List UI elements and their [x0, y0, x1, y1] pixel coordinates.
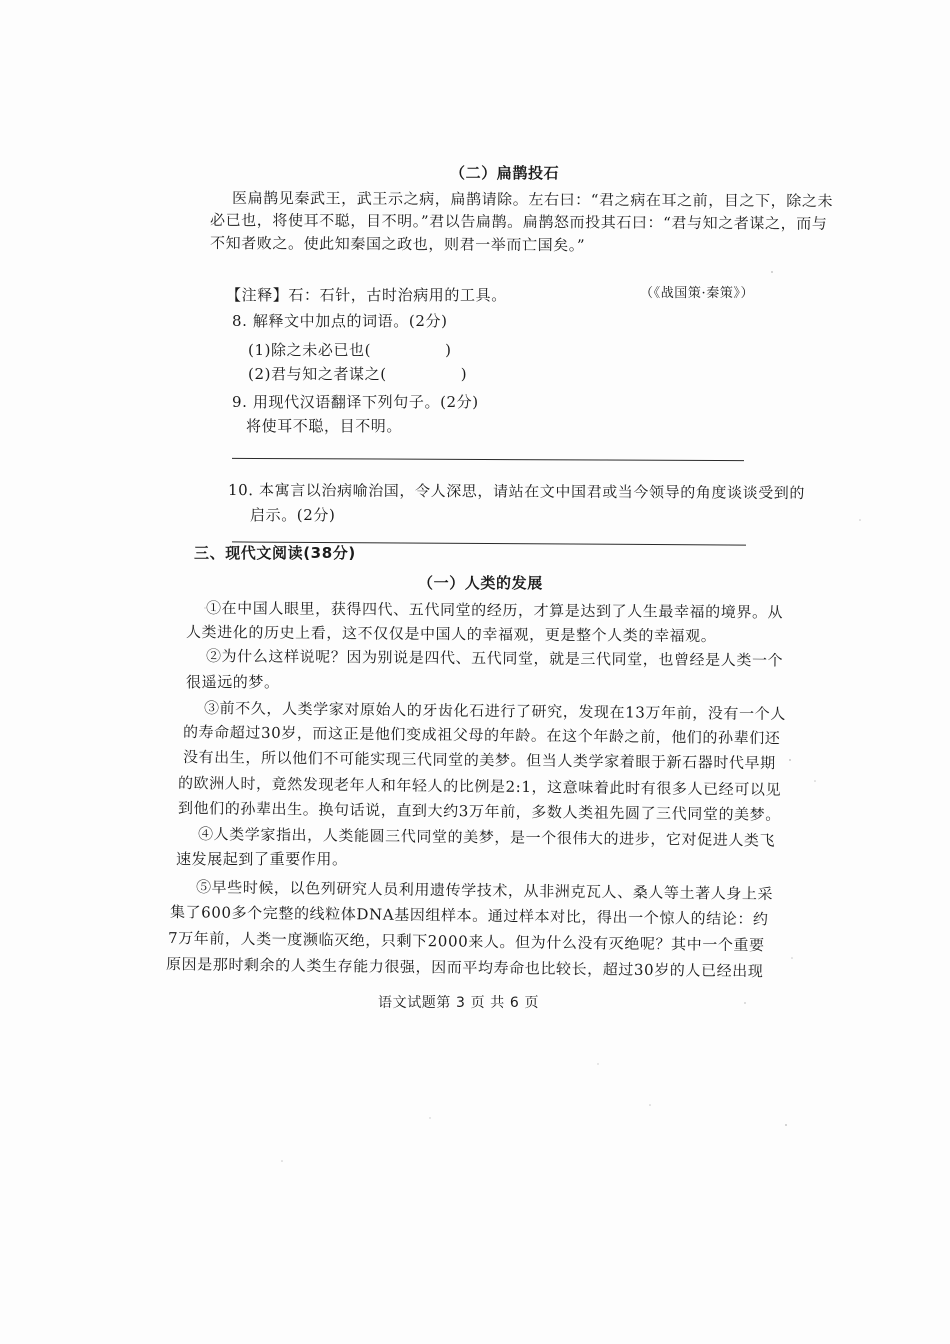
question-8-item-2 [248, 364, 467, 384]
article-line: 原因是那时剩余的人类生存能力很强，因而平均寿命也比较长，超过30岁的人已经出现 [165, 955, 764, 981]
article-line: 到他们的孙辈出生。换句话说，直到大约3万年前，多数人类祖先圆了三代同堂的美梦。 [177, 799, 782, 824]
answer-line[interactable] [232, 458, 744, 461]
question-8-item-1-text: (1)除之未必已也( [248, 341, 372, 359]
question-8-item-2-text: (2)君与知之者谋之( [248, 365, 387, 383]
article-title: （一）人类的发展 [418, 574, 543, 592]
article-line: 的寿命超过30岁，而这正是他们变成祖父母的年龄。在这个年龄之前，他们的孙辈们还 [182, 723, 781, 748]
article-line: 集了600多个完整的线粒体DNA基因组样本。通过样本对比，得出一个惊人的结论：约 [169, 903, 769, 929]
article-line: 很遥远的梦。 [186, 673, 280, 691]
question-8-item-2-close: ) [460, 365, 468, 383]
article-line: 人类进化的历史上看，这不仅仅是中国人的幸福观，更是整个人类的幸福观。 [185, 623, 717, 646]
annotation-note: 【注释】石：石针，古时治病用的工具。 [226, 286, 507, 304]
question-8-item-1-close: ) [445, 341, 452, 359]
article-line: ⑤早些时候，以色列研究人员利用遗传学技术，从非洲克瓦人、桑人等土著人身上采 [195, 878, 774, 904]
article-line: 7万年前，人类一度濒临灭绝，只剩下2000来人。但为什么没有灭绝呢？其中一个重要 [167, 929, 765, 955]
article-line: ④人类学家指出，人类能圆三代同堂的美梦，是一个很伟大的进步，它对促进人类飞 [197, 825, 776, 850]
passage-line: 必已也，将使耳不聪，目不明。”君以告扁鹊。扁鹊怒而投其石曰：“君与知之者谋之，而与 [209, 211, 828, 233]
article-line: ①在中国人眼里，获得四代、五代同堂的经历，才算是达到了人生最幸福的境界。从 [205, 599, 784, 622]
article-line: ③前不久，人类学家对原始人的牙齿化石进行了研究，发现在13万年前，没有一个人 [203, 699, 786, 724]
question-8-item-1 [248, 340, 452, 360]
article-line: 速发展起到了重要作用。 [176, 850, 348, 868]
question-9: 9. 用现代汉语翻译下列句子。(2分) [232, 393, 479, 411]
page-footer: 语文试题第 3 页 共 6 页 [378, 995, 540, 1011]
question-10: 10. 本寓言以治病喻治国，令人深思，请站在文中国君或当今领导的角度谈谈受到的 [227, 481, 806, 503]
question-9-sentence: 将使耳不聪，目不明。 [246, 417, 403, 435]
passage-title: （二）扁鹊投石 [450, 164, 560, 182]
article-line: ②为什么这样说呢？因为别说是四代、五代同堂，就是三代同堂，也曾经是人类一个 [205, 647, 784, 670]
section-heading: 三、现代文阅读(38分) [194, 544, 356, 562]
question-10-cont: 启示。(2分) [250, 506, 336, 524]
article-line: 没有出生，所以他们不可能实现三代同堂的美梦。但当人类学家着眼于新石器时代早期 [182, 748, 776, 773]
passage-line: 医扁鹊见秦武王，武王示之病，扁鹊请除。左右曰：“君之病在耳之前，目之下，除之未 [231, 189, 834, 211]
article-line: 的欧洲人时，竟然发现老年人和年轻人的比例是2:1，这意味着此时有很多人已经可以见 [177, 774, 782, 799]
passage-line: 不知者败之。使此知秦国之政也，则君一举而亡国矣。” [209, 234, 586, 255]
question-8: 8. 解释文中加点的词语。(2分) [232, 312, 448, 330]
passage-source: （《战国策·秦策》） [640, 286, 755, 301]
